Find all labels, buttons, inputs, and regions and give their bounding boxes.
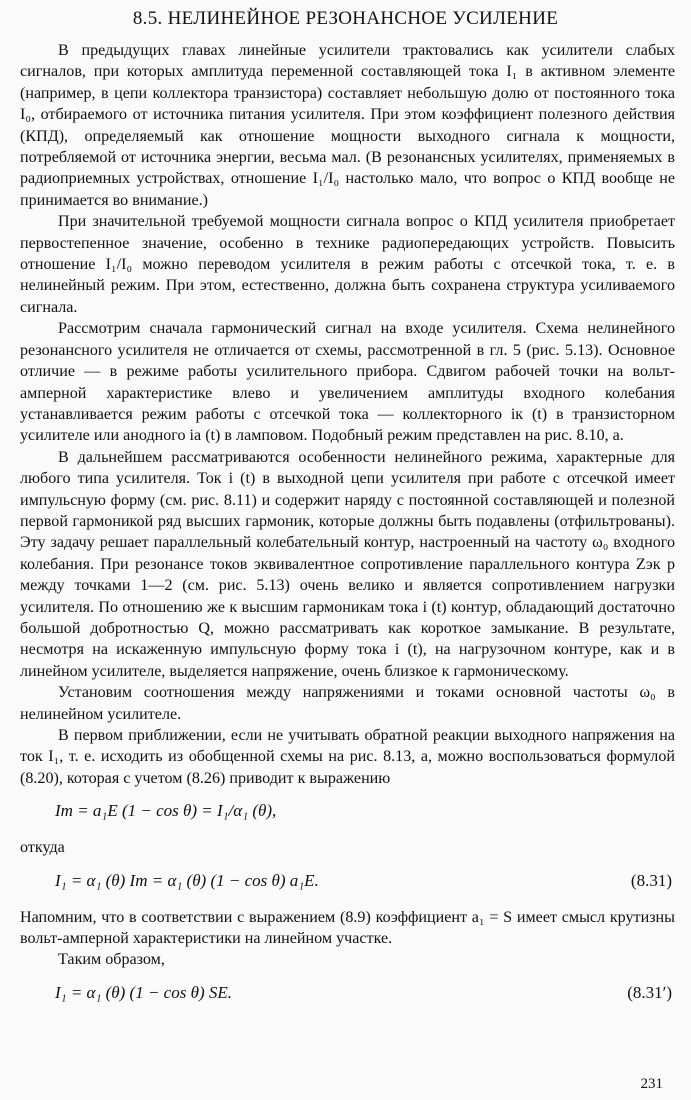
formula-8-31-expression: I₁ = α₁ (θ) Im = α₁ (θ) (1 − cos θ) a₁E.: [55, 870, 319, 890]
formula-8-31-prime-expression: I₁ = α₁ (θ) (1 − cos θ) SE.: [55, 982, 232, 1002]
page-body: [20, 40, 675, 1019]
paragraph-5: Установим соотношения между напряжениями и токами основной частоты ω₀ в нелинейном усилителе.: [20, 684, 675, 723]
paragraph-4: В дальнейшем рассматриваются особенности нелинейного режима, характерные для любого типа усилителя. Ток i (t) в выходной цепи усилителя при работе с отсечкой имеет импульсную форму (см. рис. 8.11) и содержит наряду с постоянной составляющей и полезной первой гармоникой ряд высших гармоник, которые должны быть подавлены (отфильтрованы). Эту задачу решает параллельный колебательный контур, настроенный на частоту ω₀ входного колебания. При резонансе токов эквивалентное сопротивление параллельного контура Zэк р между точками 1—2 (см. рис. 5.13) очень велико и является сопротивлением нагрузки усилителя. По отношению же к высшим гармоникам тока i (t) контур, обладающий достаточно большой добротностью Q, можно рассматривать как короткое замыкание. В результате, несмотря на искаженную импульсную форму тока i (t), на нагрузочном контуре, как и в линейном усилителе, выделяется напряжение, очень близкое к гармоническому.: [20, 448, 675, 680]
formula-8-31-number: (8.31): [630, 870, 672, 890]
section-title: 8.5. НЕЛИНЕЙНОЕ РЕЗОНАНСНОЕ УСИЛЕНИЕ: [132, 8, 559, 29]
paragraph-thus: Таким образом,: [58, 951, 165, 969]
formula-8-31: [20, 859, 675, 907]
word-otkuda: откуда: [20, 839, 65, 857]
formula-im: [20, 789, 675, 837]
formula-im-expression: Im = a₁E (1 − cos θ) = I₁/α₁ (θ),: [55, 801, 277, 821]
formula-8-31-prime-number: (8.31′): [627, 982, 672, 1002]
page-number: 231: [640, 1076, 663, 1092]
formula-8-31-prime: [20, 971, 675, 1019]
paragraph-6: В первом приближении, если не учитывать обратной реакции выходного напряжения на ток I₁, т. е. исходить из обобщенной схемы на рис. 8.13, а, можно воспользоваться формулой (8.20), которая с учетом (8.26) приводит к выражению: [20, 727, 675, 787]
paragraph-3: Рассмотрим сначала гармонический сигнал на входе усилителя. Схема нелинейного резонансного усилителя не отличается от схемы, рассмотренной в гл. 5 (рис. 5.13). Основное отличие — в режиме работы усилительного прибора. Сдвигом рабочей точки на вольт-амперной характеристике влево и увеличением амплитуды входного колебания устанавливается режим работы с отсечкой тока — коллекторного iк (t) в транзисторном усилителе или анодного iа (t) в ламповом. Подобный режим представлен на рис. 8.10, а.: [20, 320, 675, 445]
paragraph-1: В предыдущих главах линейные усилители трактовались как усилители слабых сигналов, при которых амплитуда переменной составляющей тока I₁ в активном элементе (например, в цепи коллектора транзистора) составляет небольшую долю от постоянного тока I₀, отбираемого от источника питания усилителя. При этом коэффициент полезного действия (КПД), определяемый как отношение мощности выходного сигнала к мощности, потребляемой от источника энергии, весьма мал. (В резонансных усилителях, применяемых в радиоприемных устройствах, отношение I₁/I₀ настолько мало, что вопрос о КПД вообще не принимается во внимание.): [20, 42, 675, 209]
paragraph-reminder: Напомним, что в соответствии с выражением (8.9) коэффициент a₁ = S имеет смысл крутизны вольт-амперной характеристики на линейном участке.: [20, 908, 675, 948]
paragraph-2: При значительной требуемой мощности сигнала вопрос о КПД усилителя приобретает первостепенное значение, особенно в технике радиопередающих устройств. Повысить отношение I₁/I₀ можно переводом усилителя в режим работы с отсечкой тока, т. е. в нелинейный режим. При этом, естественно, должна быть сохранена структура усиливаемого сигнала.: [20, 213, 675, 316]
